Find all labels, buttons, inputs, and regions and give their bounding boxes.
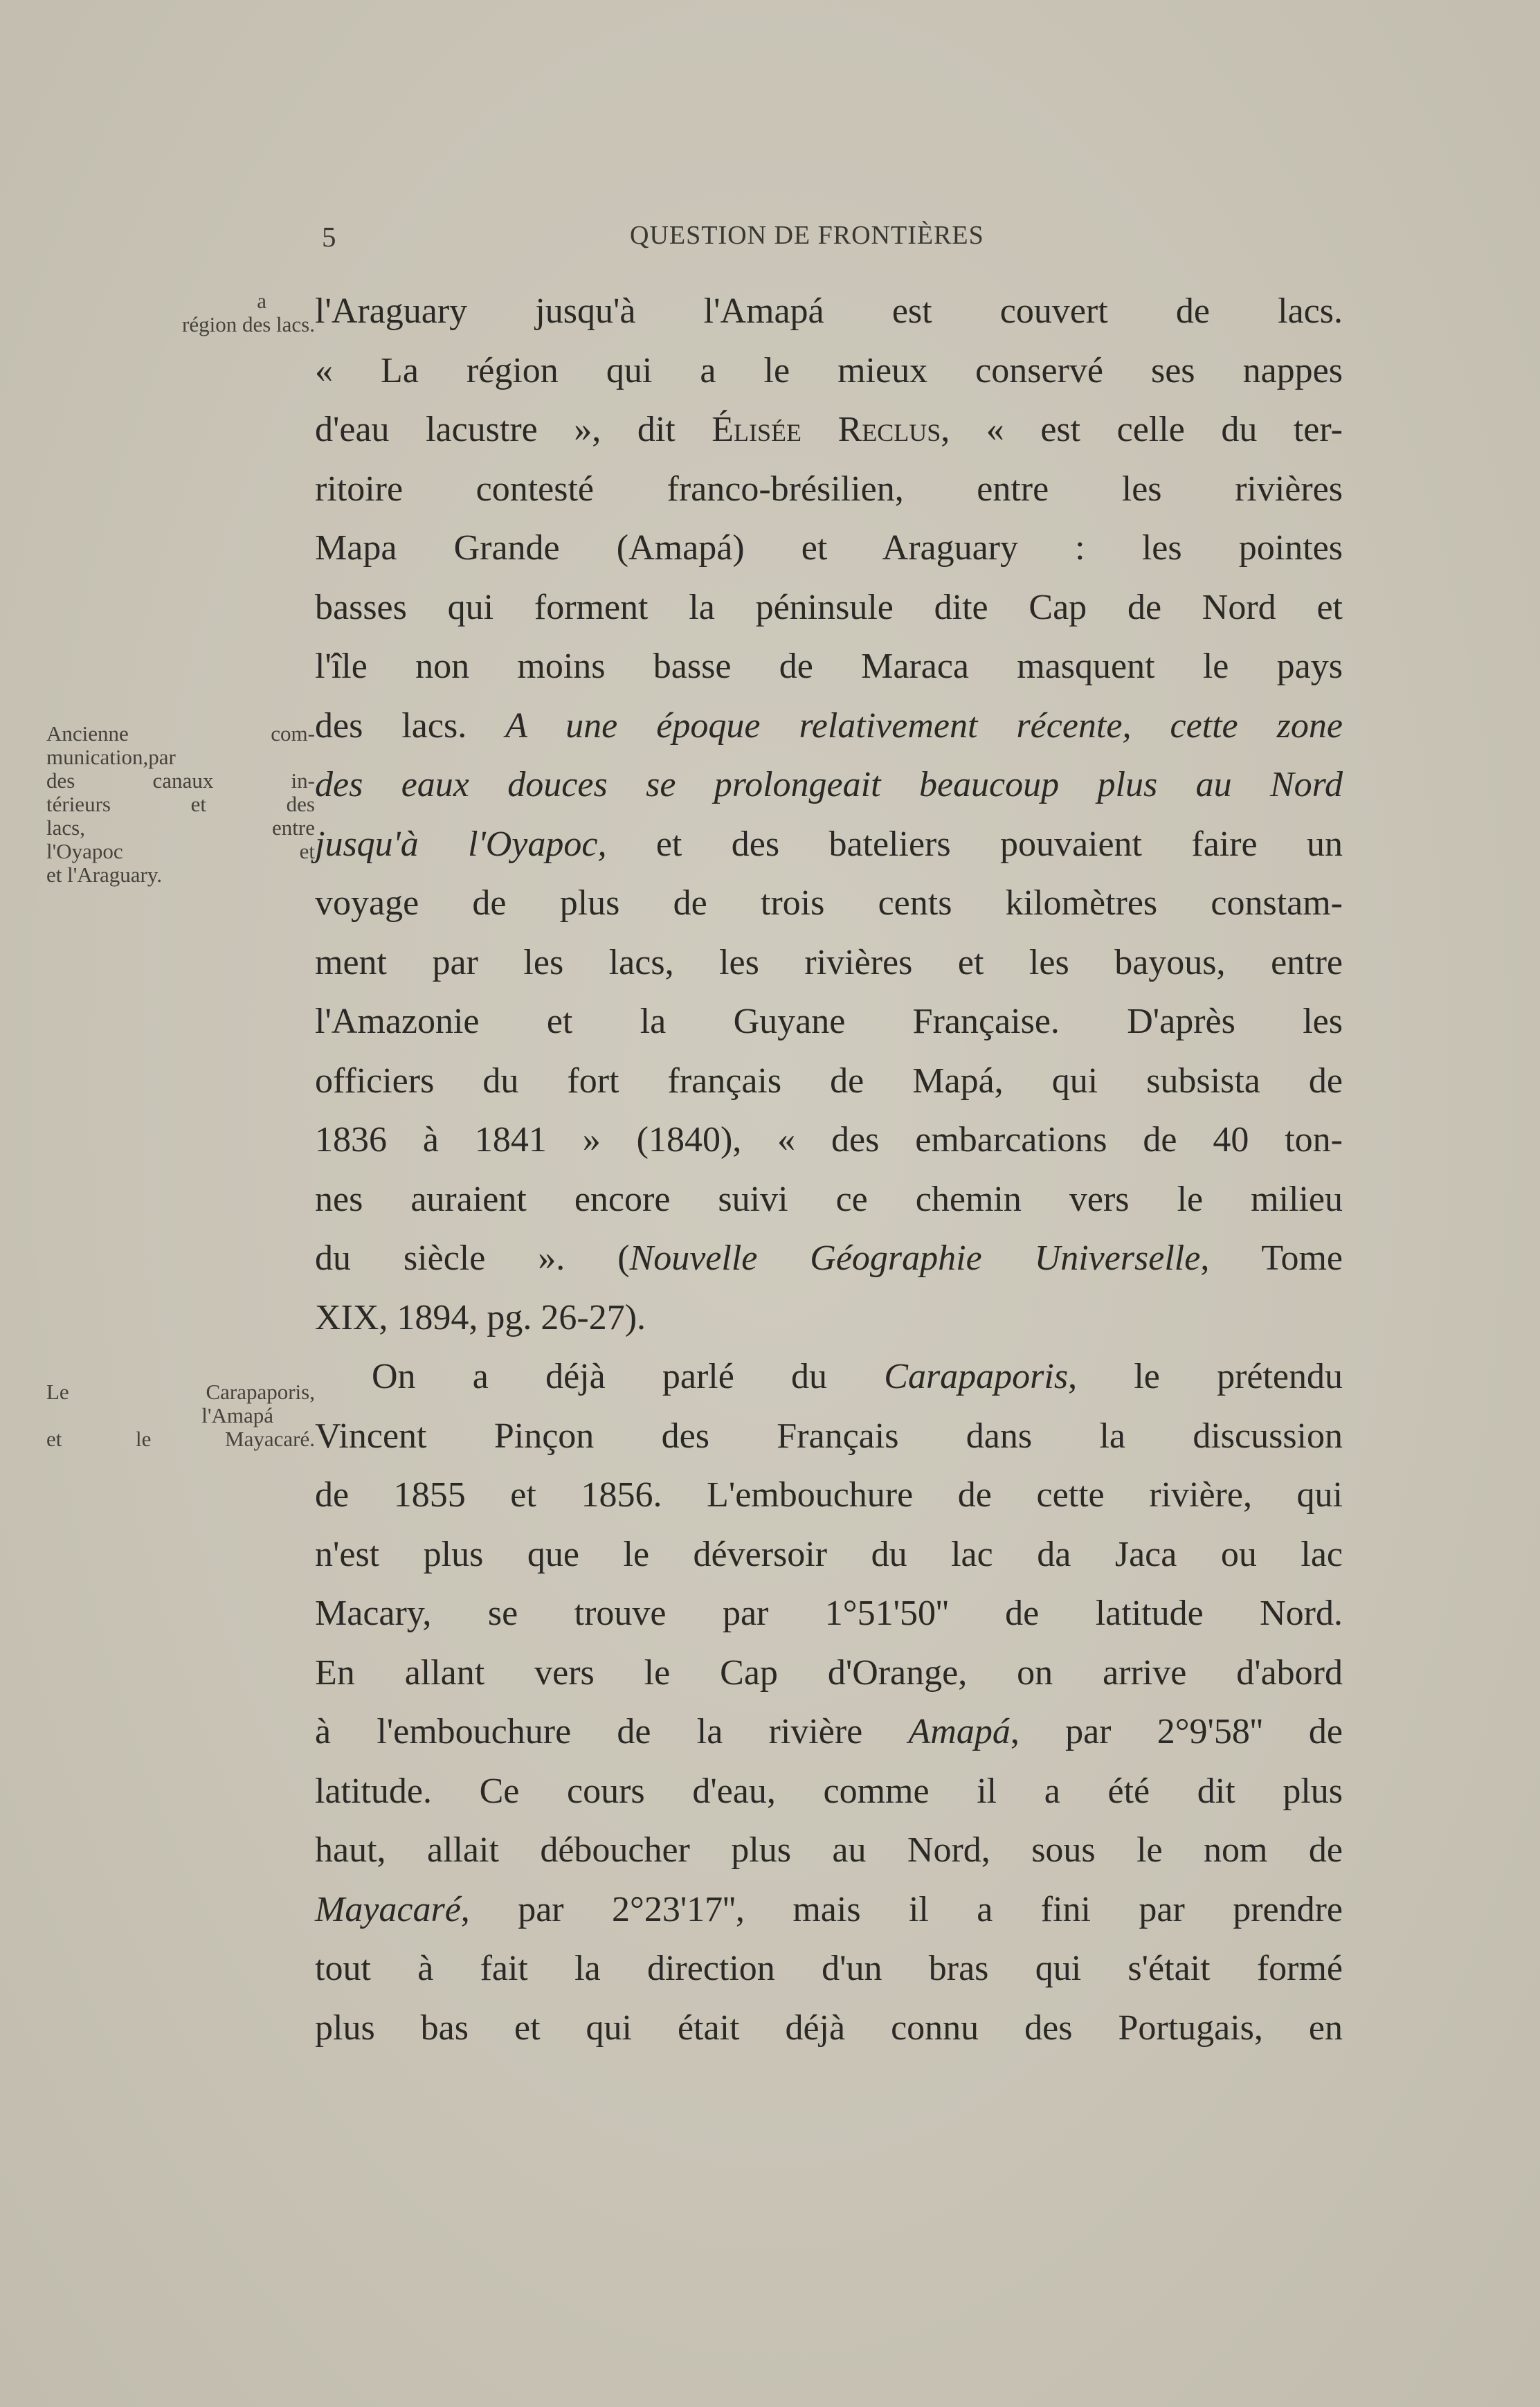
text-segment: tout à fait la direction d'un bras qui s'était formé	[315, 1949, 1343, 1988]
text-line	[315, 580, 1343, 635]
text-segment: à l'embouchure de la rivière	[315, 1712, 909, 1751]
text-line	[315, 343, 1343, 399]
italic-text: Nouvelle Géographie Universelle	[629, 1238, 1201, 1278]
text-line	[315, 402, 1343, 458]
text-segment: nes auraient encore suivi ce chemin vers le milieu	[315, 1180, 1343, 1219]
text-line	[315, 1527, 1343, 1583]
text-line	[315, 757, 1343, 813]
margin-note-line: l'Oyapoc et	[46, 839, 315, 863]
author-name: Élisée Reclus	[712, 410, 941, 449]
text-segment: , par 2°23'17'', mais il a fini par prendre	[460, 1890, 1343, 1929]
text-line	[315, 1468, 1343, 1523]
text-segment: ritoire contesté franco-brésilien, entre les rivières	[315, 469, 1343, 509]
text-line	[315, 1882, 1343, 1938]
margin-note-region-lacs	[42, 289, 315, 336]
text-segment: ment par les lacs, les rivières et les bayous, entre	[315, 943, 1343, 982]
running-header	[315, 216, 1035, 258]
margin-note-line: Ancienne com-	[46, 721, 315, 746]
text-line	[315, 1112, 1343, 1168]
text-line	[315, 1704, 1343, 1760]
text-line	[315, 2001, 1343, 2056]
text-line	[315, 1172, 1343, 1227]
text-line	[372, 1349, 1343, 1405]
margin-note-line: térieurs et des	[46, 792, 315, 816]
margin-note-ancienne-communication	[46, 722, 315, 887]
margin-note-line: des canaux in-	[46, 768, 315, 793]
text-segment: latitude. Ce cours d'eau, comme il a été dit plus	[315, 1772, 1343, 1811]
text-segment: En allant vers le Cap d'Orange, on arrive d'abord	[315, 1653, 1343, 1693]
text-segment: , par 2°9'58'' de	[1010, 1712, 1343, 1751]
italic-text: A une époque relativement récente, cette zone	[505, 706, 1343, 746]
text-segment: XIX, 1894, pg. 26-27).	[315, 1298, 646, 1337]
text-line	[315, 462, 1343, 517]
text-segment: d'eau lacustre », dit	[315, 410, 712, 449]
text-segment: n'est plus que le déversoir du lac da Jaca ou lac	[315, 1535, 1343, 1574]
margin-note-line: région des lacs.	[182, 312, 315, 336]
text-segment: et des bateliers pouvaient faire un	[606, 824, 1343, 864]
text-segment: plus bas et qui était déjà connu des Portugais, en	[315, 2008, 1343, 2048]
text-line	[315, 1290, 646, 1346]
text-segment: l'île non moins basse de Maraca masquent le pays	[315, 647, 1343, 686]
text-line	[315, 698, 1343, 754]
margin-note-carapaporis	[46, 1380, 315, 1451]
text-segment: Macary, se trouve par 1°51'50'' de latitude Nord.	[315, 1594, 1343, 1633]
running-title: QUESTION DE FRONTIÈRES	[630, 221, 984, 250]
text-segment: haut, allait déboucher plus au Nord, sous le nom de	[315, 1830, 1343, 1870]
text-line	[315, 1823, 1343, 1878]
text-line	[315, 1409, 1343, 1464]
text-line	[315, 876, 1343, 931]
italic-text: jusqu'à l'Oyapoc,	[315, 824, 607, 864]
text-line	[315, 1764, 1343, 1819]
text-segment: des lacs.	[315, 706, 506, 746]
italic-text: Amapá	[908, 1712, 1011, 1751]
text-line	[315, 1054, 1343, 1109]
text-segment: 1836 à 1841 » (1840), « des embarcations de 40 ton-	[315, 1120, 1343, 1160]
page-number: 5	[322, 221, 337, 253]
text-line	[315, 1586, 1343, 1641]
margin-note-line: et l'Araguary.	[46, 863, 163, 887]
margin-note-line: munication,par	[46, 745, 176, 769]
text-segment: , « est celle du ter-	[941, 410, 1343, 449]
text-line	[315, 1231, 1343, 1286]
text-line	[315, 284, 1343, 339]
text-segment: Vincent Pinçon des Français dans la discussion	[315, 1416, 1343, 1456]
text-line	[315, 1646, 1343, 1701]
text-segment: l'Araguary jusqu'à l'Amapá est couvert de lacs.	[315, 291, 1343, 331]
text-segment: On a déjà parlé du	[372, 1357, 885, 1396]
text-segment: l'Amazonie et la Guyane Française. D'après les	[315, 1002, 1343, 1041]
text-line	[315, 994, 1343, 1049]
text-line	[315, 521, 1343, 576]
margin-note-line: Le Carapaporis,	[46, 1380, 315, 1404]
text-segment: , Tome	[1200, 1238, 1343, 1278]
italic-text: Mayacaré	[315, 1890, 461, 1929]
margin-note-line: lacs, entre	[46, 815, 315, 840]
text-segment: du siècle ». (	[315, 1238, 630, 1278]
margin-note-line: a	[257, 289, 266, 313]
text-segment: , le prétendu	[1068, 1357, 1343, 1396]
margin-note-line: l'Amapá	[201, 1403, 273, 1427]
text-segment: Mapa Grande (Amapá) et Araguary : les pointes	[315, 528, 1343, 568]
text-segment: officiers du fort français de Mapá, qui subsista de	[315, 1061, 1343, 1101]
text-line	[315, 935, 1343, 991]
text-segment: « La région qui a le mieux conservé ses nappes	[315, 351, 1343, 390]
margin-note-line: et le Mayacaré.	[46, 1427, 315, 1451]
text-line	[315, 639, 1343, 694]
italic-text: Carapaporis	[884, 1357, 1069, 1396]
italic-text: des eaux douces se prolongeait beaucoup plus au Nord	[315, 765, 1343, 804]
text-line	[315, 817, 1343, 872]
text-segment: voyage de plus de trois cents kilomètres constam-	[315, 883, 1343, 923]
text-segment: de 1855 et 1856. L'embouchure de cette rivière, qui	[315, 1475, 1343, 1515]
text-segment: basses qui forment la péninsule dite Cap de Nord et	[315, 588, 1343, 627]
text-line	[315, 1941, 1343, 1996]
